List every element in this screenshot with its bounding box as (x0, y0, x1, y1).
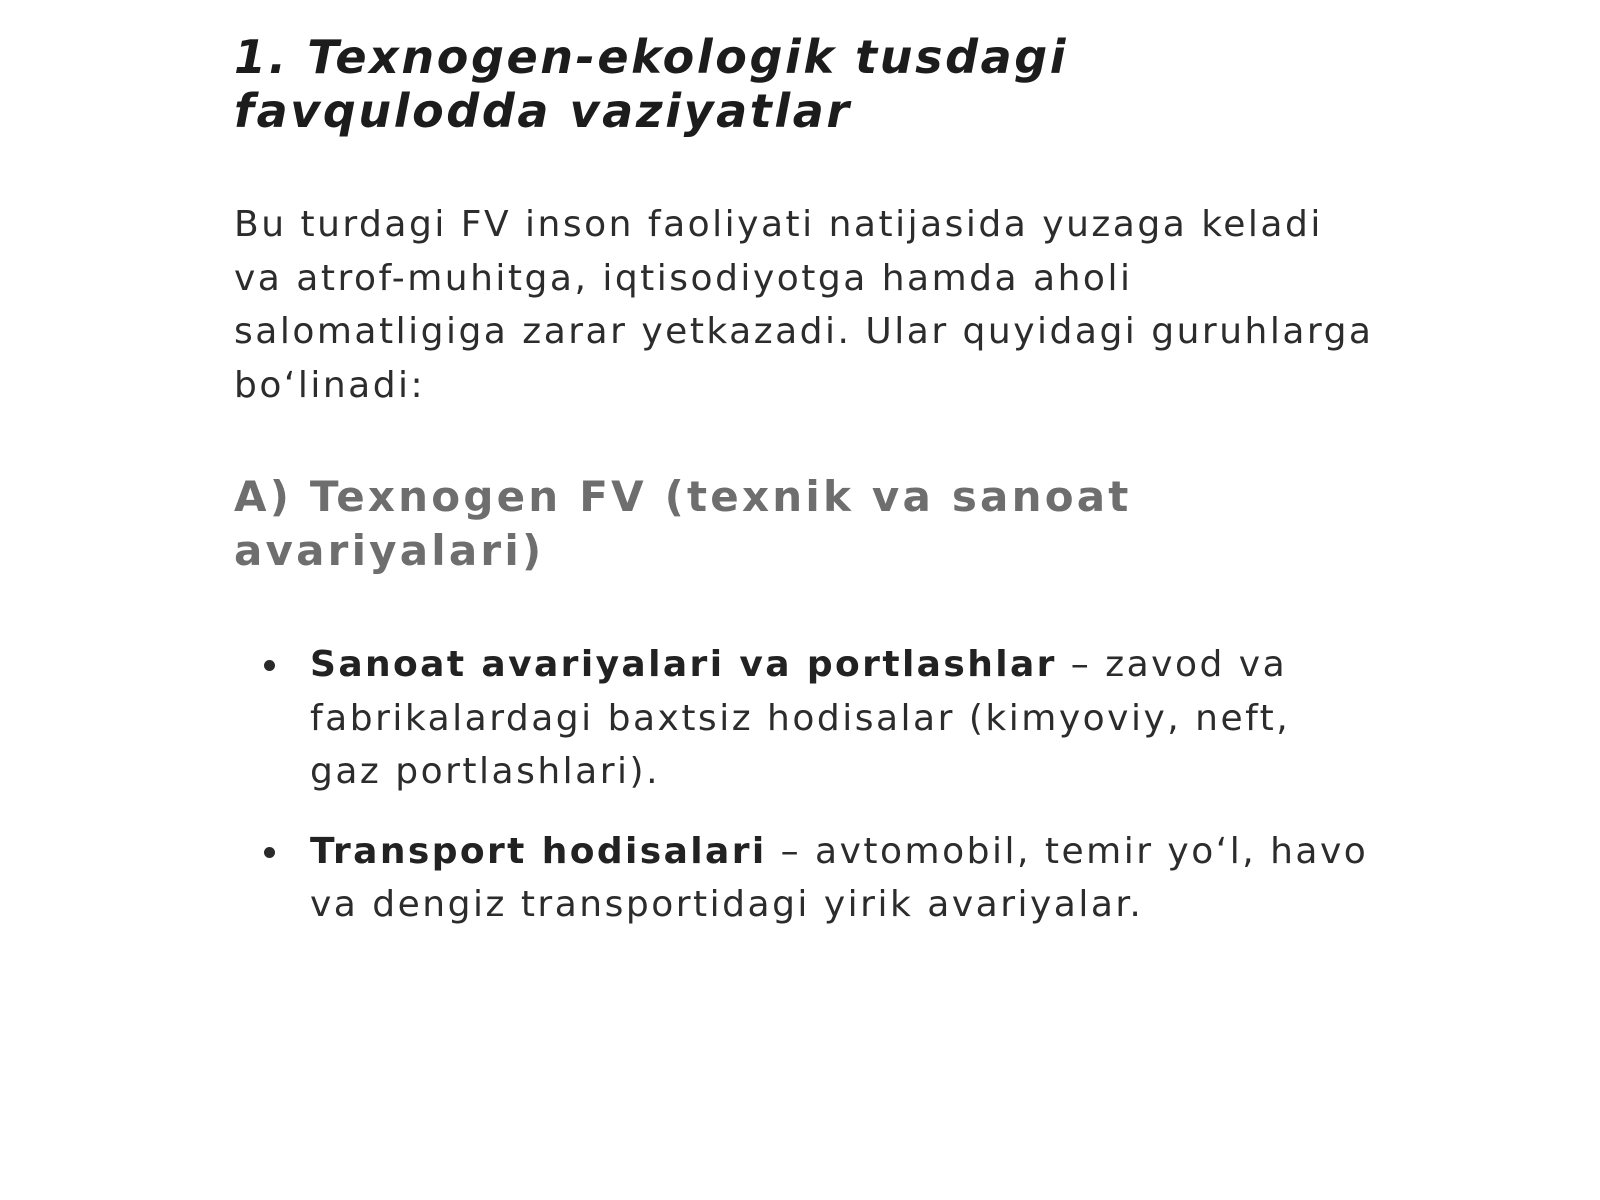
list-item (234, 638, 1374, 799)
list-item (234, 825, 1374, 932)
document-content (234, 30, 1374, 932)
subsection-title: A) Texnogen FV (texnik va sanoat avariyalari) (234, 472, 1132, 575)
list-item-description: avtomobil, temir yo‘l, havo va dengiz transportidagi yirik avariyalar. (310, 830, 1369, 925)
list-item-term: Transport hodisalari (310, 830, 767, 872)
bullet-list (234, 638, 1374, 932)
list-item-separator: – (766, 830, 816, 872)
list-item-term: Sanoat avariyalari va portlashlar (310, 644, 1057, 685)
bullet-icon (264, 660, 275, 671)
list-item-description: zavod va fabrikalardagi baxtsiz hodisalar (kimyoviy, neft, gaz portlashlari). (310, 644, 1291, 792)
bullet-icon (264, 847, 275, 858)
list-item-separator: – (1056, 644, 1106, 685)
intro-paragraph: Bu turdagi FV inson faoliyati natijasida yuzaga keladi va atrof-muhitga, iqtisodiyotga hamda aholi salomatligiga zarar yetkazadi. Ular quyidagi guruhlarga bo‘linadi: (234, 204, 1374, 406)
section-title: 1. Texnogen-ekologik tusdagi favqulodda vaziyatlar (234, 30, 1069, 138)
